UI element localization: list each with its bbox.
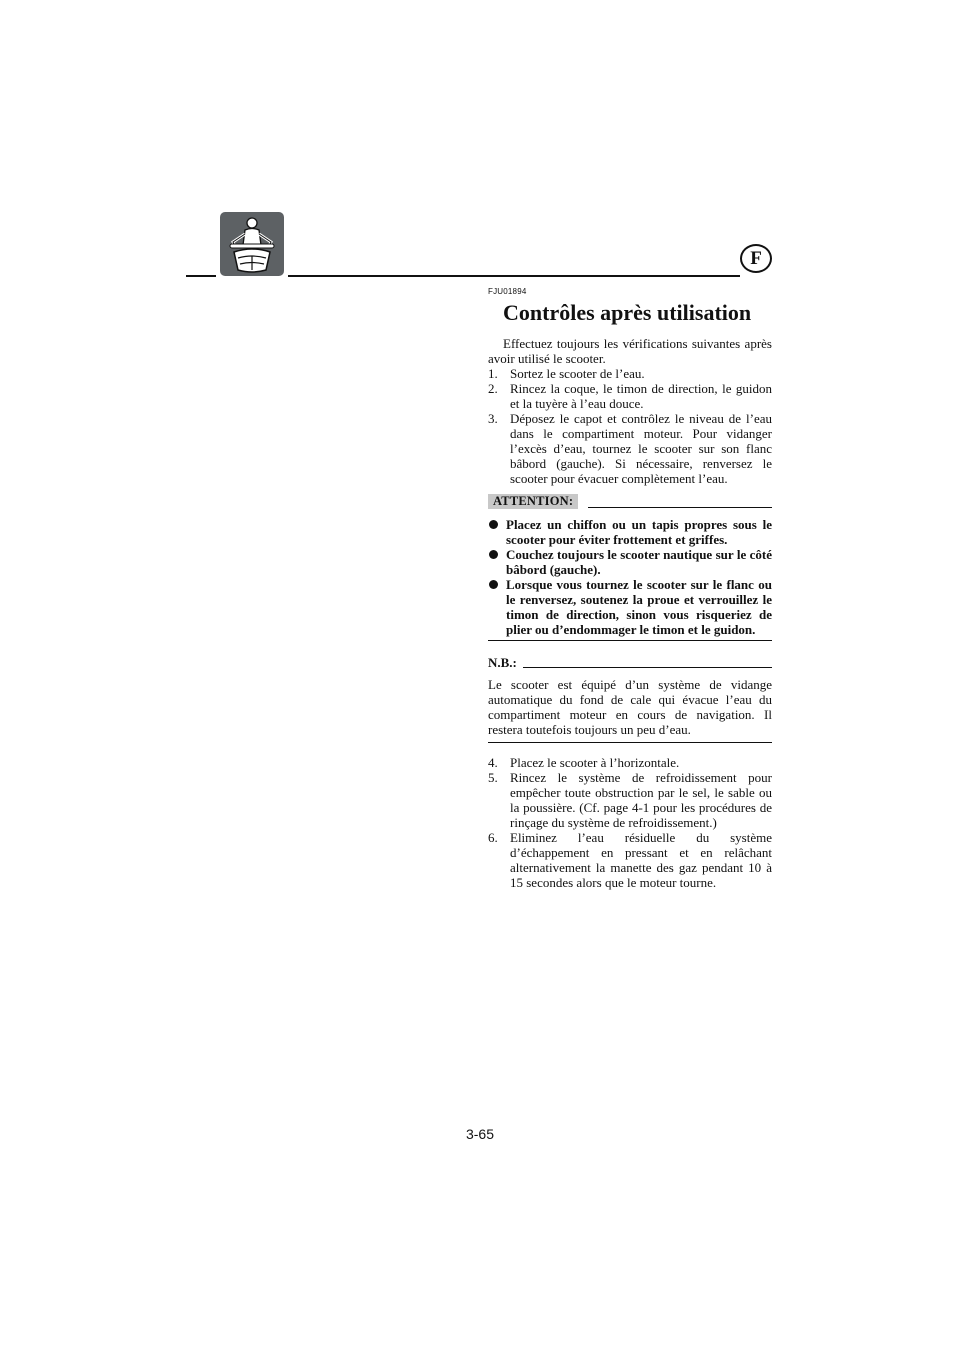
- list-item: 2. Rincez la coque, le timon de direction, le guidon et la tuyère à l’eau douce.: [488, 381, 772, 411]
- attention-rule: [588, 507, 772, 508]
- note-end-rule: [488, 742, 772, 743]
- list-item: 5. Rincez le système de refroidissement pour empêcher toute obstruction par le sel, le sable ou la poussière. (Cf. page 4-1 pour les procédures de rinçage du système de refroidissement.): [488, 770, 772, 830]
- jet-ski-rider-icon: [220, 212, 284, 276]
- language-badge: F: [740, 244, 772, 273]
- bullet-icon: [489, 550, 498, 559]
- bullet-icon: [489, 580, 498, 589]
- section-code: FJU01894: [488, 287, 527, 296]
- page-number: 3-65: [465, 1126, 495, 1142]
- list-item: 4. Placez le scooter à l’horizontale.: [488, 755, 680, 770]
- bullet-icon: [489, 520, 498, 529]
- steps-list-a: [488, 366, 772, 486]
- note-header: [488, 655, 772, 670]
- list-item: Lorsque vous tournez le scooter sur le flanc ou le renversez, soutenez la proue et verrouillez le timon de direction, sinon vous risqueriez de plier ou d’endommager le timon et le guidon.: [488, 577, 772, 637]
- attention-list: [488, 517, 772, 637]
- header-rule-left: [186, 275, 216, 277]
- note-rule: [523, 667, 772, 668]
- list-item: Placez un chiffon ou un tapis propres sous le scooter pour éviter frottement et griffes.: [488, 517, 772, 547]
- header-rule-right: [288, 275, 740, 277]
- content-column: [488, 287, 772, 890]
- attention-end-rule: [488, 640, 772, 641]
- note-text: Le scooter est équipé d’un système de vidange automatique du fond de cale qui évacue l’eau du compartiment moteur en cours de navigation. Il restera toutefois toujours un peu d’eau.: [488, 677, 772, 737]
- attention-label: ATTENTION:: [488, 494, 578, 509]
- list-item: 3. Déposez le capot et contrôlez le niveau de l’eau dans le compartiment moteur. Pour vidanger l’excès d’eau, tournez le scooter sur son flanc bâbord (gauche). Si nécessaire, renversez le scooter pour évacuer complètement l’eau.: [488, 411, 772, 486]
- list-item: 1. Sortez le scooter de l’eau.: [488, 366, 645, 381]
- list-item: 6. Eliminez l’eau résiduelle du système d’échappement en pressant et en relâchant alternativement la manette des gaz pendant 10 à 15 secondes alors que le moteur tourne.: [488, 830, 772, 890]
- section-title: Contrôles après utilisation: [503, 300, 752, 325]
- attention-header: [488, 494, 772, 509]
- intro-text: Effectuez toujours les vérifications suivantes après avoir utilisé le scooter.: [488, 336, 772, 366]
- note-label: N.B.:: [488, 655, 517, 670]
- list-item: Couchez toujours le scooter nautique sur le côté bâbord (gauche).: [488, 547, 772, 577]
- steps-list-b: [488, 755, 772, 890]
